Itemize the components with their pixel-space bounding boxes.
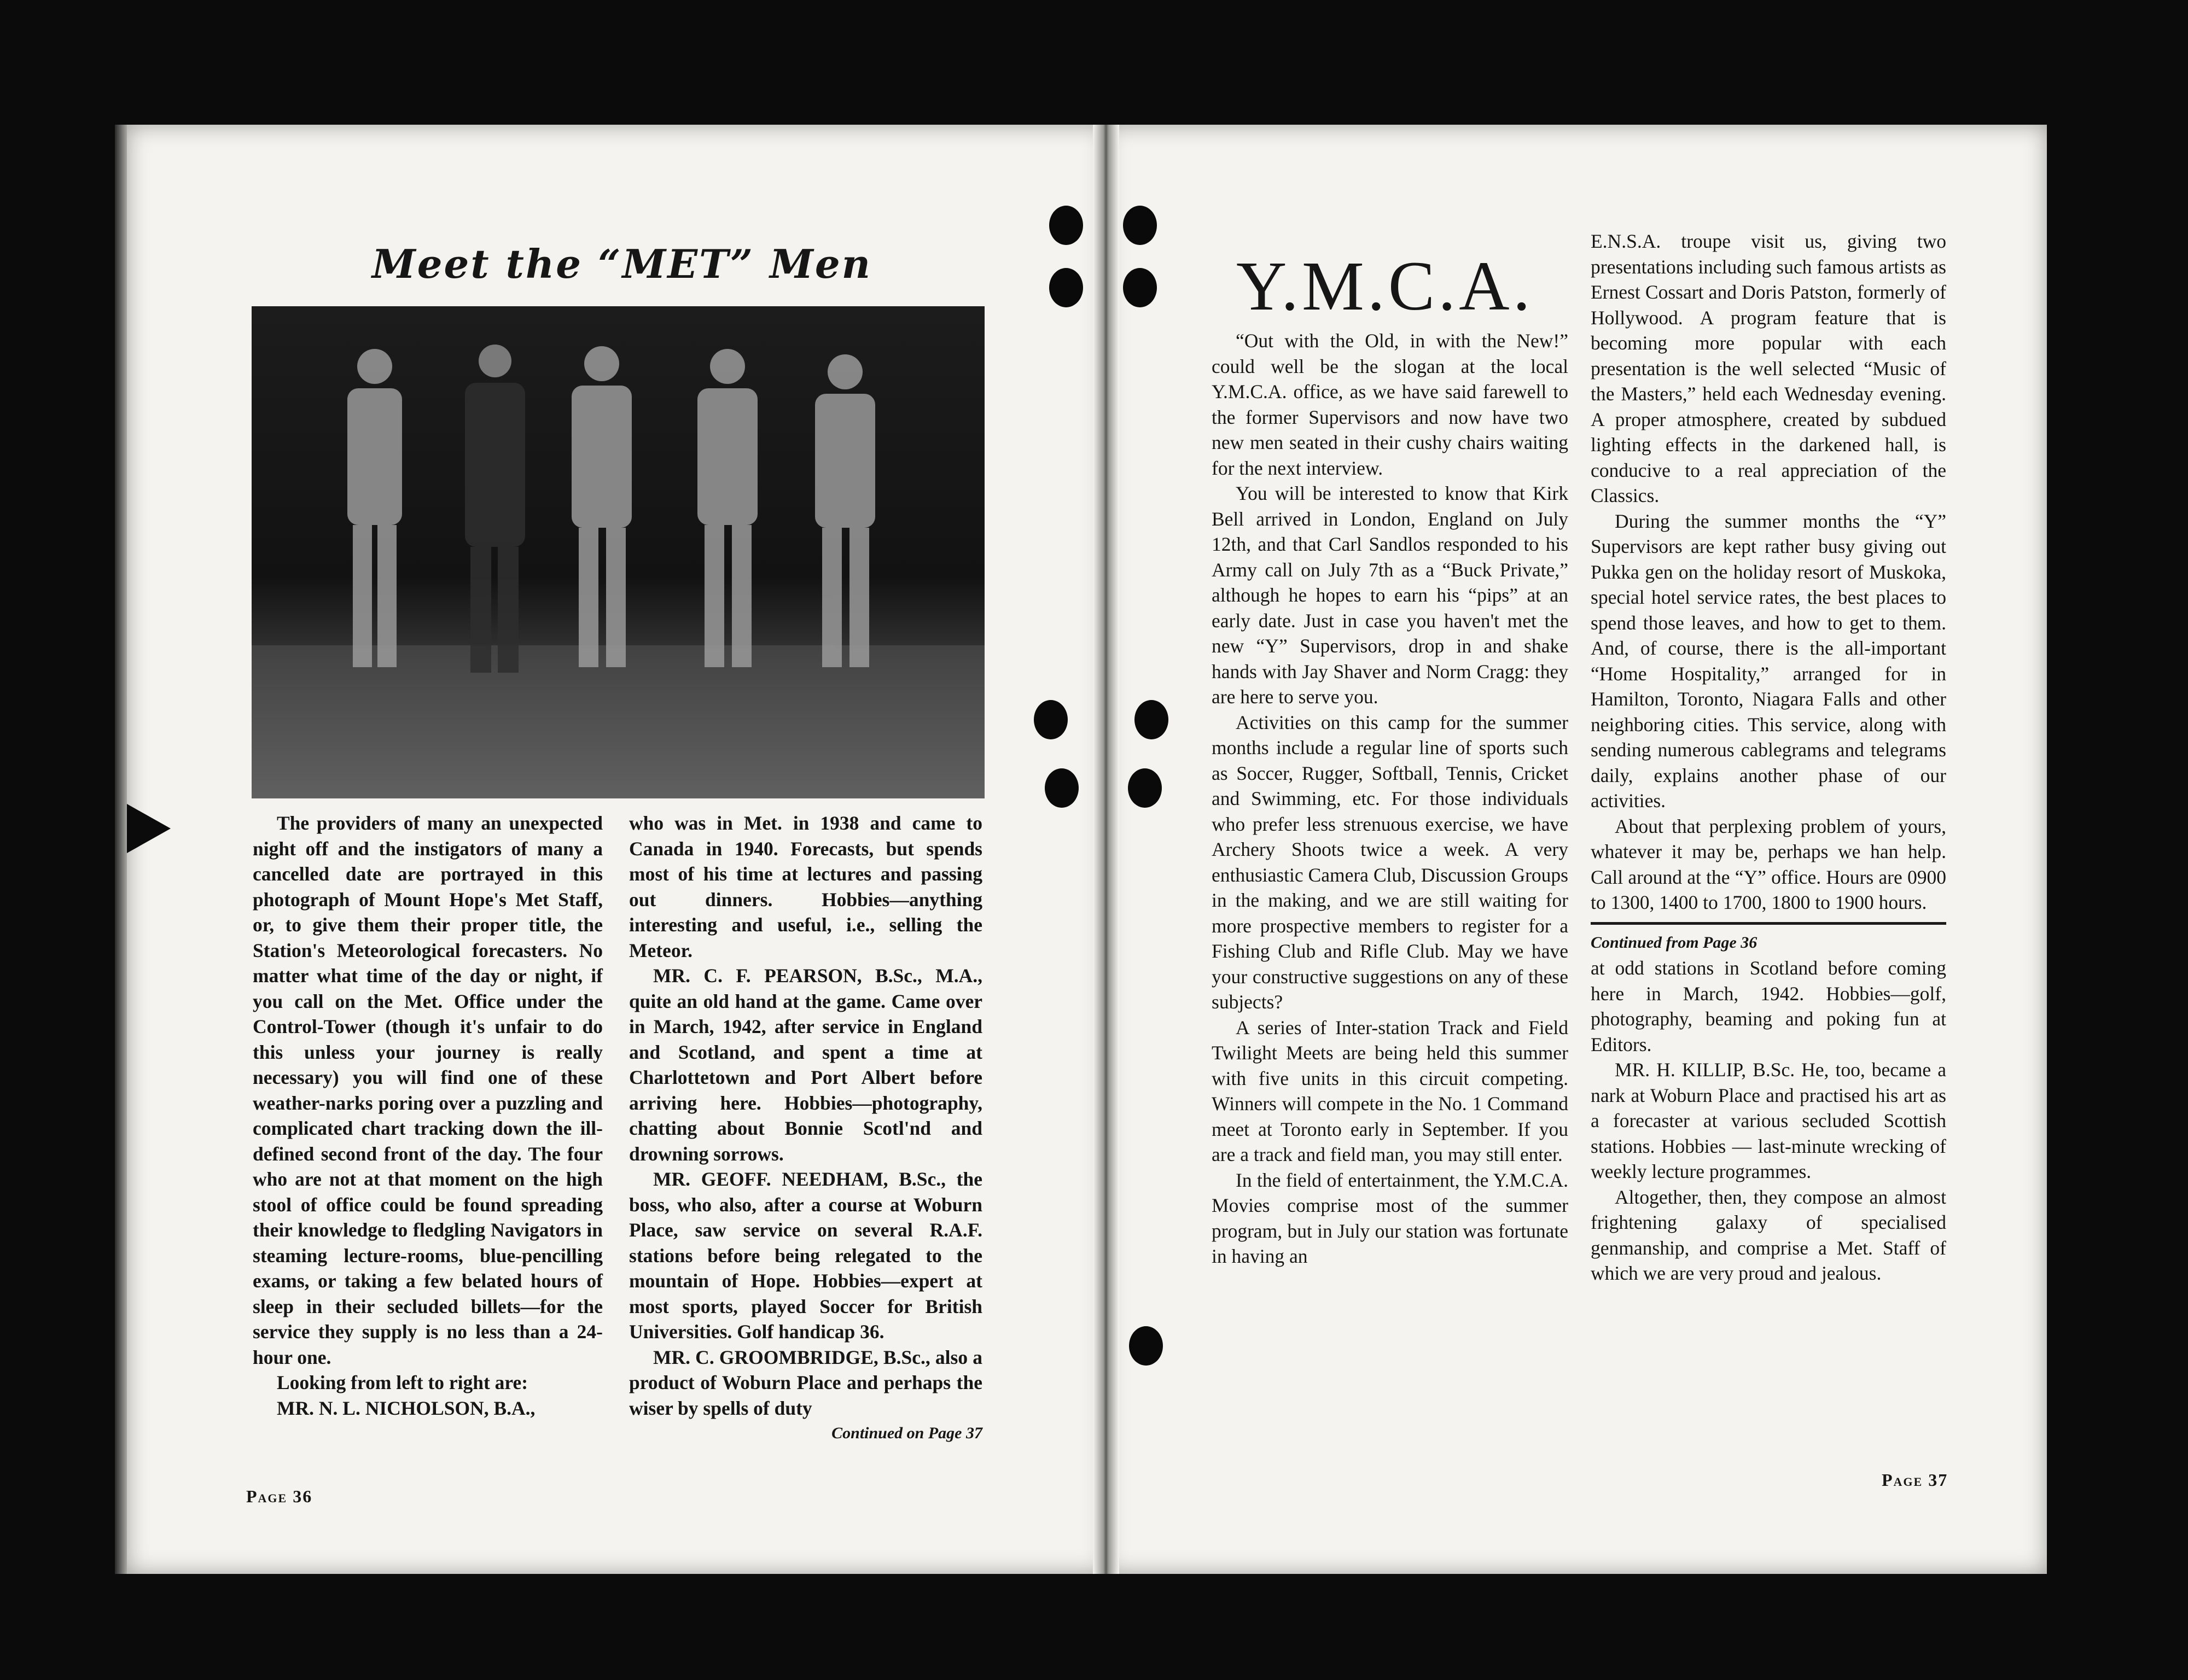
paragraph: E.N.S.A. troupe visit us, giving two presentations including such famous artists as Ernest Cossart and Doris Patston, formerly of Hollywood. A program feature that is becoming more popular with each presentation is the well selected “Music of the Masters,” held each Wednesday evening. A proper atmosphere, created by subdued lighting effects in the darkened hall, is conducive to a real appreciation of the Classics. [1591,230,1946,506]
paragraph: In the field of entertainment, the Y.M.C.A. Movies comprise most of the summer program, but in July our station was fortunate in having an [1212,1169,1568,1267]
paragraph: Activities on this camp for the summer months include a regular line of sports such as Soccer, Rugger, Softball, Tennis, Cricket and Swimming, etc. For those individuals who prefer less strenuous exercise, we have Archery Shoots twice a week. A very enthusiastic Camera Club, Discussion Groups in the making, and we are still waiting for more prospective members to register for a Fishing Club and Rifle Club. May we have your constructive suggestions on any of these subjects? [1212,711,1568,1013]
met-staff-photo [252,306,985,798]
binder-hole [1134,700,1168,739]
book-spine [1093,125,1119,1574]
paragraph: MR. H. KILLIP, B.Sc. He, too, became a nark at Woburn Place and practised his art as a forecaster at various secluded Scottish stations. Hobbies — last-minute wrecking of weekly lecture programmes. [1591,1059,1946,1182]
binder-hole [1049,206,1083,245]
binder-hole [1049,268,1083,307]
page-number-right: Page 37 [1882,1470,1948,1490]
binder-hole [1123,206,1157,245]
paragraph: Altogether, then, they compose an almost frightening galaxy of specialised genmanship, and comprise a Met. Staff of which we are very proud and jealous. [1591,1186,1946,1284]
binder-hole [1034,700,1068,739]
paragraph: You will be interested to know that Kirk Bell arrived in London, England on July 12th, and that Carl Sandlos responded to his Army call on July 7th as a “Buck Private,” although he hopes to earn his “pips” at an early date. Just in case you haven't met the new “Y” Supervisors, drop in and shake hands with Jay Shaver and Norm Cragg: they are here to serve you. [1212,482,1568,708]
met-article-column-2 [629,810,982,1446]
continued-note: Continued on Page 37 [831,1424,982,1442]
paragraph: MR. C. GROOMBRIDGE, B.Sc., also a product of Woburn Place and perhaps the wiser by spells of duty [629,1346,982,1419]
paragraph: A series of Inter-station Track and Field Twilight Meets are being held this summer with five units in this circuit competing. Winners will compete in the No. 1 Command meet at Toronto early in September. If you are a track and field man, you may still enter. [1212,1016,1568,1165]
binder-hole [1045,768,1079,808]
ymca-article-title: Y.M.C.A. [1236,247,1534,325]
met-article-title: Meet the “MET” Men [372,241,872,287]
paragraph: About that perplexing problem of yours, whatever it may be, perhaps we han help. Call around at the “Y” office. Hours are 0900 to 1300, 1400 to 1700, 1800 to 1900 hours. [1591,815,1946,913]
binder-hole [1128,768,1162,808]
binder-hole [1129,1326,1163,1366]
binder-hole [1123,268,1157,307]
page-number-left: Page 36 [246,1486,313,1506]
paragraph: who was in Met. in 1938 and came to Canada in 1940. Forecasts, but spends most of his time at lectures and passing out dinners. Hobbies—anything interesting and useful, i.e., selling the Meteor. [629,812,982,961]
continued-from-note: Continued from Page 36 [1591,933,1758,952]
paragraph: at odd stations in Scotland before coming here in March, 1942. Hobbies—golf, photography, beaming and poking fun at Editors. [1591,957,1946,1055]
section-divider [1591,922,1946,925]
met-article-column-1 [253,810,603,1421]
paragraph: The providers of many an unexpected night off and the instigators of many a cancelled date are portrayed in this photograph of Mount Hope's Met Staff, or, to give them their proper title, the Station's Meteorological forecasters. No matter what time of the day or night, if you call on the Met. Office under the Control-Tower (though it's unfair to do this unless your journey is really necessary) you will find one of these weather-narks poring over a puzzling and complicated chart tracking down the ill-defined second front of the day. The four who are not at that moment on the high stool of office could be found spreading their knowledge to fledgling Navigators in steaming lecture-rooms, blue-pencilling exams, or taking a few belated hours of sleep in their secluded billets—for the service they supply is no less than a 24-hour one. [253,812,603,1368]
paragraph: Looking from left to right are: [277,1372,528,1393]
paragraph: During the summer months the “Y” Supervisors are kept rather busy giving out Pukka gen on the holiday resort of Muskoka, special hotel service rates, the best places to spend those leaves, and how to get to them. And, of course, there is the all-important “Home Hospitality,” arranged for in Hamilton, Toronto, Niagara Falls and other neighboring cities. This service, along with sending numerous cablegrams and telegrams daily, explains another phase of our activities. [1591,510,1946,812]
paragraph: MR. C. F. PEARSON, B.Sc., M.A., quite an old hand at the game. Came over in March, 1942, after service in England and Scotland, and spent a time at Charlottetown and Port Albert before arriving here. Hobbies—photography, chatting about Bonnie Scotl'nd and drowning sorrows. [629,965,982,1165]
page-notch [127,804,171,853]
paragraph: “Out with the Old, in with the New!” could well be the slogan at the local Y.M.C.A. office, as we have said farewell to the former Supervisors and now have two new men seated in their cushy chairs waiting for the next interview. [1212,330,1568,479]
ymca-article-column-1 [1212,328,1568,1269]
paragraph: MR. GEOFF. NEEDHAM, B.Sc., the boss, who also, after a course at Woburn Place, saw service on several R.A.F. stations before being relegated to the mountain of Hope. Hobbies—expert at most sports, played Soccer for British Universities. Golf handicap 36. [629,1168,982,1343]
paragraph: MR. N. L. NICHOLSON, B.A., [277,1397,536,1419]
ymca-article-column-2 [1591,229,1946,1286]
